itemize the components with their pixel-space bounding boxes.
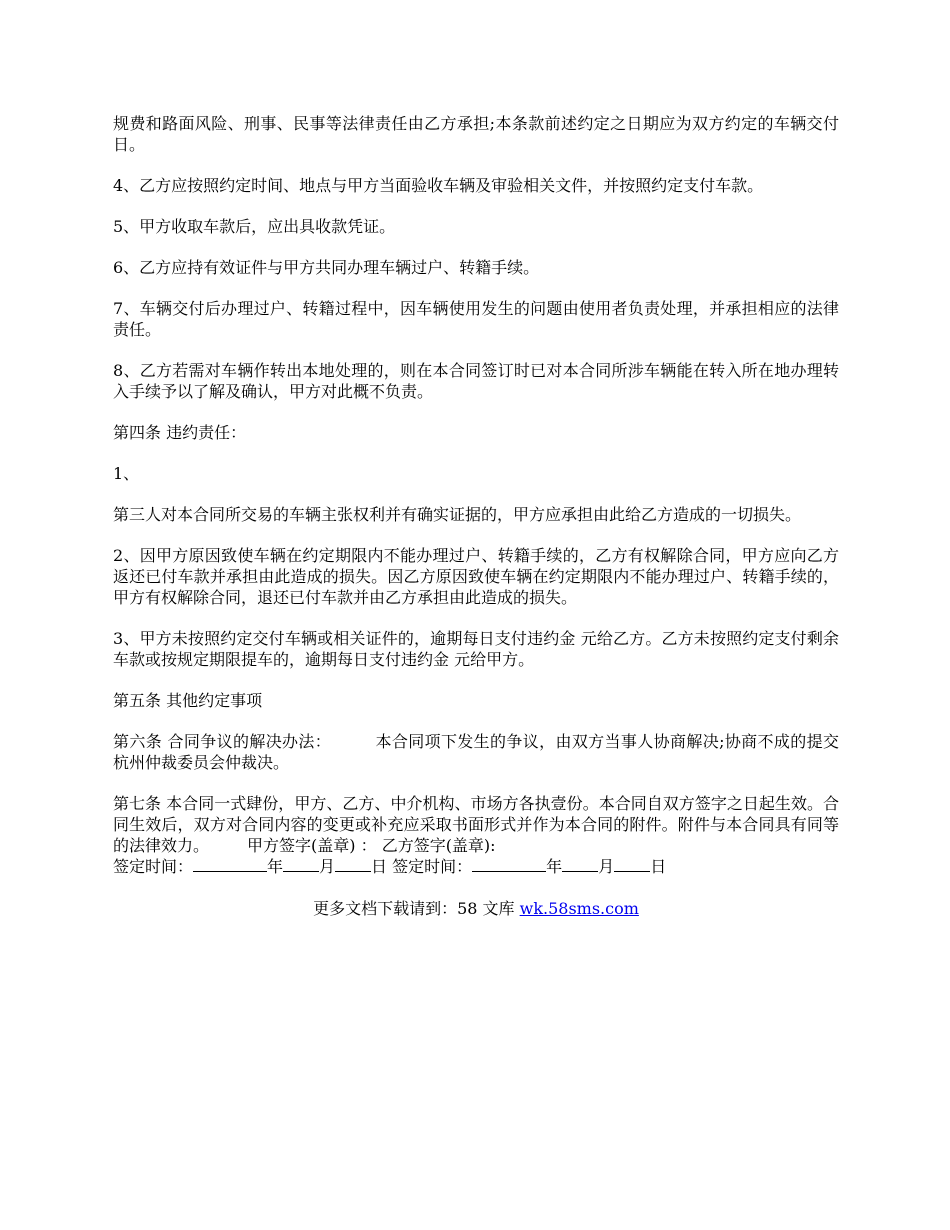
paragraph-item-6: 6、乙方应持有效证件与甲方共同办理车辆过户、转籍手续。 — [113, 258, 540, 277]
article-6-heading: 第六条 合同争议的解决办法： — [113, 732, 332, 751]
paragraph-item-4: 4、乙方应按照约定时间、地点与甲方当面验收车辆及审验相关文件，并按照约定支付车款。 — [113, 176, 764, 195]
article-6 — [113, 731, 839, 773]
signing-date-line: 签定时间： 年 月 日 签定时间： 年 月 日 — [113, 857, 667, 876]
document-page — [113, 113, 839, 935]
party-b-signature-label: 乙方签字(盖章): — [381, 836, 496, 855]
paragraph-liability: 规费和路面风险、刑事、民事等法律责任由乙方承担;本条款前述约定之日期应为双方约定的车辆交付日。 — [113, 114, 839, 154]
breach-item-2: 2、因甲方原因致使车辆在约定期限内不能办理过户、转籍手续的，乙方有权解除合同，甲方应向乙方返还已付车款并承担由此造成的损失。因乙方原因致使车辆在约定期限内不能办理过户、转籍手续的，甲方有权解除合同，退还已付车款并由乙方承担由此造成的损失。 — [113, 546, 839, 607]
party-b-date-label: 签定时间： — [392, 857, 473, 876]
article-6-body: 本合同项下发生的争议，由双方当事人协商解决;协商不成的提交杭州仲裁委员会仲裁决。 — [113, 732, 839, 772]
paragraph-item-8: 8、乙方若需对车辆作转出本地处理的，则在本合同签订时已对本合同所涉车辆能在转入所在地办理转入手续予以了解及确认，甲方对此概不负责。 — [113, 361, 839, 401]
article-7-body: 第七条 本合同一式肆份，甲方、乙方、中介机构、市场方各执壹份。本合同自双方签字之日起生效。合同生效后，双方对合同内容的变更或补充应采取书面形式并作为本合同的附件。附件与本合同具有同等的法律效力。 — [113, 794, 839, 855]
footer-link[interactable]: wk.58sms.com — [519, 899, 639, 918]
footer — [113, 898, 839, 919]
article-4-heading: 第四条 违约责任： — [113, 423, 247, 442]
breach-item-3: 3、甲方未按照约定交付车辆或相关证件的，逾期每日支付违约金 元给乙方。乙方未按照约定支付剩余车款或按规定期限提车的，逾期每日支付违约金 元给甲方。 — [113, 629, 839, 669]
article-7 — [113, 793, 839, 856]
paragraph-item-7: 7、车辆交付后办理过户、转籍过程中，因车辆使用发生的问题由使用者负责处理，并承担相应的法律责任。 — [113, 299, 839, 339]
article-5-heading: 第五条 其他约定事项 — [113, 691, 263, 710]
breach-item-1-text: 第三人对本合同所交易的车辆主张权利并有确实证据的，甲方应承担由此给乙方造成的一切损失。 — [113, 505, 802, 524]
breach-item-1-number: 1、 — [113, 464, 140, 483]
footer-text: 更多文档下载请到：58 文库 — [313, 899, 520, 918]
paragraph-item-5: 5、甲方收取车款后，应出具收款凭证。 — [113, 217, 396, 236]
party-a-signature-label: 甲方签字(盖章) ： — [247, 836, 377, 855]
party-a-date-label: 签定时间： — [113, 857, 194, 876]
